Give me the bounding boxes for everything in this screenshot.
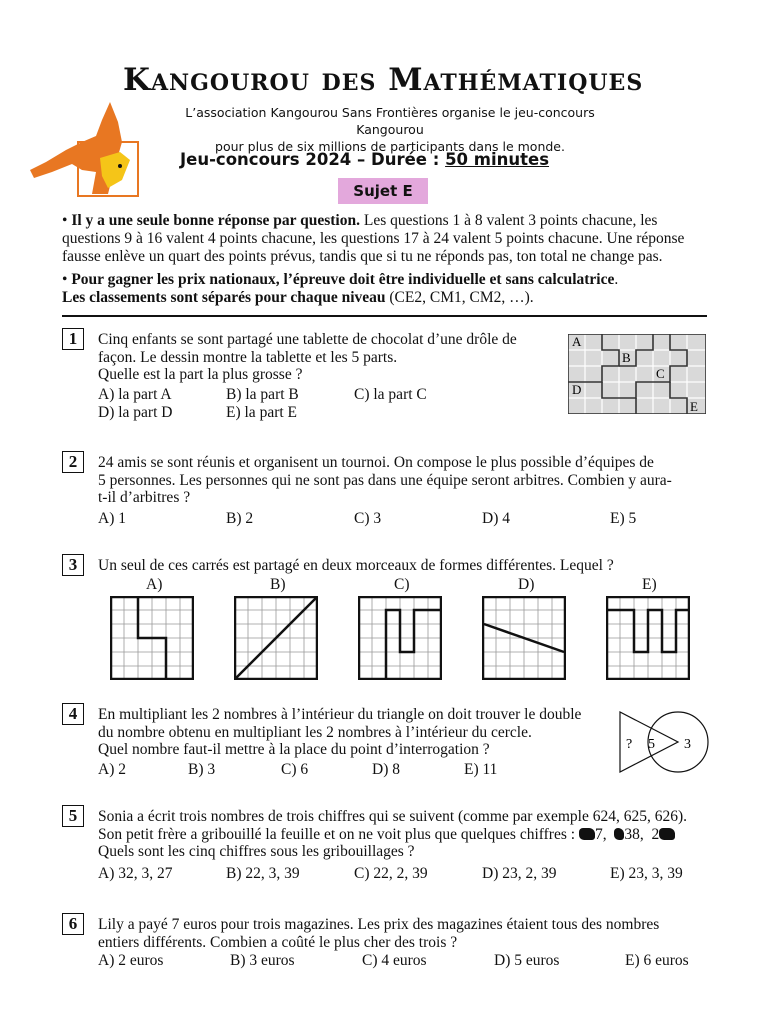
q6-line: entiers différents. Combien a coûté le plus cher des trois ? xyxy=(98,933,458,951)
q3-square-d xyxy=(482,596,566,680)
q5-line: Quels sont les cinq chiffres sous les gribouillages ? xyxy=(98,843,415,860)
q5-line: Son petit frère a gribouillé la feuille et on ne voit plus que quelques chiffres : xyxy=(98,825,576,843)
q1-option-d[interactable]: D) la part D xyxy=(98,404,173,421)
divider xyxy=(62,315,707,317)
duration: 50 minutes xyxy=(445,150,550,169)
q6-option-e[interactable]: E) 6 euros xyxy=(625,952,689,969)
part-a-label: A xyxy=(572,334,582,349)
q1-option-b[interactable]: B) la part B xyxy=(226,386,299,403)
scribble-icon xyxy=(659,828,675,840)
question-number: 3 xyxy=(62,554,84,576)
q4-line: En multipliant les 2 nombres à l’intérieur du triangle on doit trouver le double xyxy=(98,706,582,723)
triangle-unknown: ? xyxy=(626,737,633,752)
q6-option-d[interactable]: D) 5 euros xyxy=(494,952,560,969)
q4-option-b[interactable]: B) 3 xyxy=(188,761,216,778)
question-number: 1 xyxy=(62,328,84,350)
q5-option-e[interactable]: E) 23, 3, 39 xyxy=(610,865,683,882)
q1-line: Quelle est la part la plus grosse ? xyxy=(98,366,303,383)
q2-line: 24 amis se sont réunis et organisent un tournoi. On compose le plus possible d’équipes de xyxy=(98,454,654,471)
q3-label-a[interactable]: A) xyxy=(146,576,163,593)
q6-option-c[interactable]: C) 4 euros xyxy=(362,952,427,969)
q3-square-b xyxy=(234,596,318,680)
q1-line: façon. Le dessin montre la tablette et les 5 parts. xyxy=(98,348,398,366)
q4-option-e[interactable]: E) 11 xyxy=(464,761,498,778)
q3-square-e xyxy=(606,596,690,680)
q5-option-d[interactable]: D) 23, 2, 39 xyxy=(482,865,557,882)
question-number: 4 xyxy=(62,703,84,725)
q6-option-a[interactable]: A) 2 euros xyxy=(98,952,164,969)
q1-line: Cinq enfants se sont partagé une tablette de chocolat d’une drôle de xyxy=(98,331,517,348)
q6-option-b[interactable]: B) 3 euros xyxy=(230,952,295,969)
contest-line xyxy=(180,150,549,169)
q4-option-a[interactable]: A) 2 xyxy=(98,761,126,778)
q3-label-e[interactable]: E) xyxy=(642,576,657,593)
q1-option-e[interactable]: E) la part E xyxy=(226,404,298,421)
q5-option-a[interactable]: A) 32, 3, 27 xyxy=(98,865,173,882)
triangle-circle-figure xyxy=(616,710,712,776)
circle-value: 3 xyxy=(684,737,691,752)
intro-bold-3: Les classements sont séparés pour chaque niveau xyxy=(62,289,386,306)
part-e-label: E xyxy=(690,399,698,414)
q2-option-b[interactable]: B) 2 xyxy=(226,510,254,527)
question-number: 6 xyxy=(62,913,84,935)
q4-line: du nombre obtenu en multipliant les 2 nombres à l’intérieur du cercle. xyxy=(98,723,532,741)
q3-label-c[interactable]: C) xyxy=(394,576,410,593)
q4-option-c[interactable]: C) 6 xyxy=(281,761,309,778)
q1-option-a[interactable]: A) la part A xyxy=(98,386,172,403)
intro-prize: • Pour gagner les prix nationaux, l’épreuve doit être individuelle et sans calculatrice. Les classements sont séparés pour chaque niveau (CE2, CM1, CM2, …). xyxy=(62,271,619,306)
question-number: 2 xyxy=(62,451,84,473)
q2-option-c[interactable]: C) 3 xyxy=(354,510,382,527)
q5-option-c[interactable]: C) 22, 2, 39 xyxy=(354,865,428,882)
q2-option-d[interactable]: D) 4 xyxy=(482,510,510,527)
intro-text-3: (CE2, CM1, CM2, …). xyxy=(385,289,534,306)
question-2-text xyxy=(98,454,708,507)
subject-badge: Sujet E xyxy=(338,178,428,204)
q3-label-d[interactable]: D) xyxy=(518,576,535,593)
q4-option-d[interactable]: D) 8 xyxy=(372,761,400,778)
question-1-text xyxy=(98,331,517,384)
subtitle xyxy=(150,104,630,155)
q2-option-a[interactable]: A) 1 xyxy=(98,510,126,527)
q5-line: Sonia a écrit trois nombres de trois chiffres qui se suivent (comme par exemple 624, 625, 626). xyxy=(98,808,687,825)
q6-line: Lily a payé 7 euros pour trois magazines. Les prix des magazines étaient tous des nombres xyxy=(98,916,660,933)
q1-option-c[interactable]: C) la part C xyxy=(354,386,427,403)
question-6-text xyxy=(98,916,708,951)
visible-digits: 2 xyxy=(651,825,660,843)
visible-digits: 7, xyxy=(594,825,607,843)
page-title: Kangourou des Mathématiques xyxy=(123,62,644,98)
q3-label-b[interactable]: B) xyxy=(270,576,286,593)
subtitle-line-1: L’association Kangourou Sans Frontières organise le jeu-concours Kangourou xyxy=(185,105,595,137)
part-b-label: B xyxy=(622,350,631,365)
part-d-label: D xyxy=(572,382,582,397)
q3-square-a xyxy=(110,596,194,680)
shared-value: 5 xyxy=(648,737,655,752)
q3-square-c xyxy=(358,596,442,680)
intro-bold-1: Il y a une seule bonne réponse par question. xyxy=(71,212,360,229)
question-3-text: Un seul de ces carrés est partagé en deux morceaux de formes différentes. Lequel ? xyxy=(98,557,614,574)
q2-line: t-il d’arbitres ? xyxy=(98,489,191,506)
question-5-text xyxy=(98,808,687,861)
intro-bold-2: Pour gagner les prix nationaux, l’épreuve doit être individuelle et sans calculatrice xyxy=(71,271,615,288)
chocolate-bar-figure xyxy=(568,334,706,414)
q4-line: Quel nombre faut-il mettre à la place du point d’interrogation ? xyxy=(98,741,490,758)
question-4-text xyxy=(98,706,581,759)
q2-option-e[interactable]: E) 5 xyxy=(610,510,637,527)
scribble-icon xyxy=(579,828,595,840)
subtitle-line-2: pour plus de six millions de participants dans le monde. xyxy=(215,139,565,154)
visible-digits: 38, xyxy=(624,825,644,843)
q2-line: 5 personnes. Les personnes qui ne sont pas dans une équipe seront arbitres. Combien y aura- xyxy=(98,471,672,489)
contest-label: Jeu-concours 2024 – Durée : xyxy=(180,150,446,169)
intro-rules: • Il y a une seule bonne réponse par question. Les questions 1 à 8 valent 3 points chacune, les questions 9 à 16 valent 4 points chacune, les questions 17 à 24 valent 5 points chacune. Une réponse fausse enlève un quart des points prévus, tandis que si tu ne réponds pas, ton total ne change pas. xyxy=(62,212,685,265)
part-c-label: C xyxy=(656,366,665,381)
intro-text-1: Les questions 1 à 8 valent 3 points chacune, les questions 9 à 16 valent 4 points chacune, les questions 17 à 24 valent 5 points chacune. Une réponse fausse enlève un quart des points prévus, tandis que si tu ne réponds pas, ton total ne change pas. xyxy=(62,212,685,265)
q5-option-b[interactable]: B) 22, 3, 39 xyxy=(226,865,300,882)
kangaroo-logo xyxy=(22,100,142,200)
q5-line-2 xyxy=(98,826,687,844)
scribble-icon xyxy=(614,828,624,840)
question-number: 5 xyxy=(62,805,84,827)
